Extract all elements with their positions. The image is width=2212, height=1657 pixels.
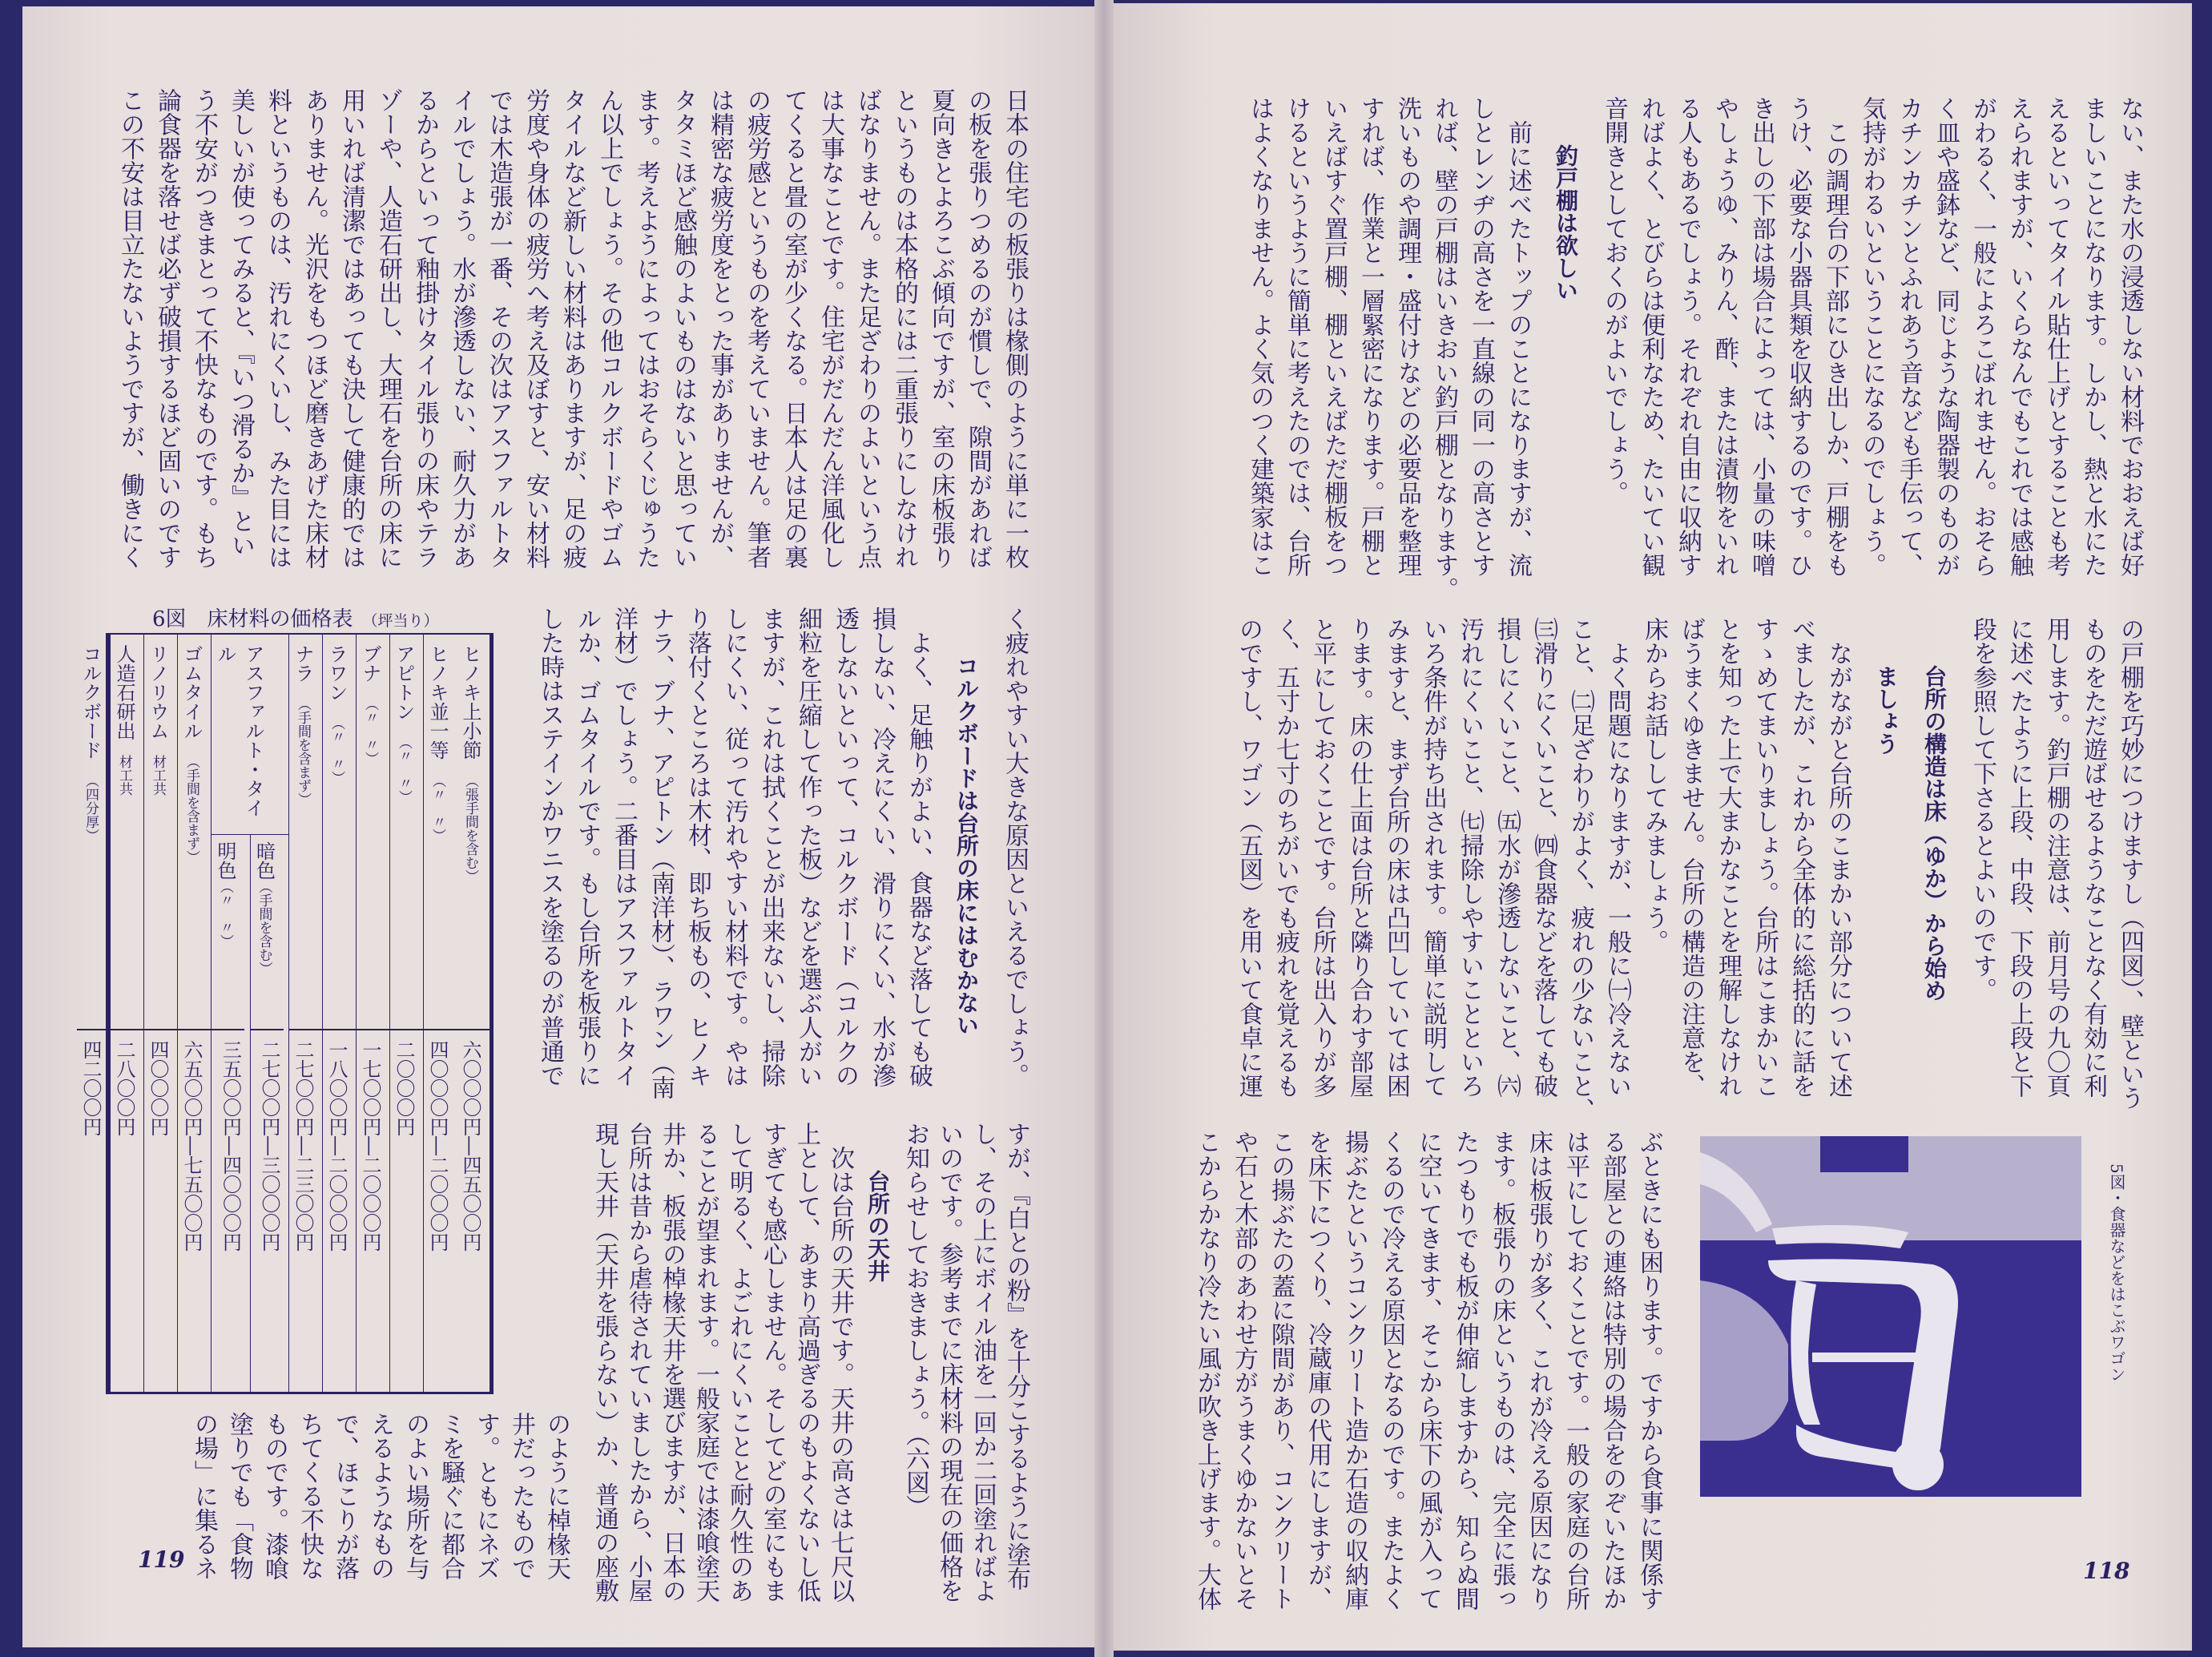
text-column: とを知った上で大まかなことを理解しなけれ — [1714, 617, 1742, 1098]
text-column: 段を参照して下さるとよいのです。 — [1968, 617, 1996, 1002]
material-name: リノリウム — [147, 644, 169, 740]
text-column: この調理台の下部にひき出しか、戸棚をも — [1821, 96, 1849, 577]
text-column: というものは本格的には二重張りにしなけれ — [890, 88, 918, 569]
material-note: （四分厚） — [83, 774, 99, 842]
material-header-cell — [323, 635, 356, 1030]
text-column: 現し天井（天井を張らない）か、普通の座敷 — [590, 1122, 618, 1603]
material-header-cell — [457, 635, 490, 1030]
text-column: ればよく、とびらは便利なため、たいてい観 — [1637, 96, 1665, 577]
material-note: （張手間を含む） — [462, 774, 478, 883]
text-column: ん以上でしょう。その他コルクボードやゴム — [595, 88, 623, 569]
table-column — [143, 635, 177, 1392]
text-column: る部屋との連絡は特別の場合をのぞいたほか — [1598, 1130, 1626, 1611]
text-column: やしょうゆ、みりん、酢、または漬物をいれ — [1710, 96, 1739, 577]
wagon-photo — [1700, 1136, 2081, 1497]
material-note: （〃 〃） — [362, 697, 378, 765]
left-page-top-text — [111, 88, 1033, 569]
material-note: 材工共 — [150, 755, 166, 796]
text-column: 用します。釣戸棚の注意は、前月号の九〇頁 — [2042, 617, 2070, 1098]
material-note: （手間を含まず） — [295, 697, 311, 806]
text-column: ましいことになります。しかし、熱と水にた — [2079, 96, 2107, 577]
left-page-middle-text — [531, 607, 1033, 1099]
text-column: 細粒を圧縮して作った板）などを選ぶ人がい — [794, 607, 822, 1087]
price-cell: 一八〇〇円―二〇〇〇円 — [325, 1040, 348, 1252]
table-column — [211, 635, 288, 1392]
text-column: 損しない、冷えにくい、滑りにくい、水が滲 — [868, 607, 896, 1087]
text-column: ばうまくゆきません。台所の構造の注意を、 — [1677, 617, 1705, 1098]
text-column: えるといってタイル貼仕上げとすることも考 — [2042, 96, 2070, 577]
material-name: 人造石研出 — [113, 644, 135, 740]
table-column — [177, 635, 211, 1392]
text-column: で、ほこりが落 — [331, 1412, 359, 1580]
text-column: この揚ぶたの蓋に隙間があり、コンクリート — [1267, 1130, 1295, 1611]
text-column: 論食器を落せば必ず破損するほど固いのです — [153, 88, 181, 569]
material-note: 材工共 — [116, 755, 132, 796]
material-name: ナラ — [292, 644, 314, 683]
text-column: みますと、まず台所の床は凸凹していては困 — [1382, 617, 1410, 1098]
text-column: く皿や盛鉢など、同じような陶器製のものが — [1932, 96, 1960, 577]
text-column: 気持がわるいということになるのでしょう。 — [1858, 96, 1886, 577]
material-name: 明色 — [214, 841, 236, 880]
material-header-cell — [111, 635, 143, 1030]
right-page-top-text — [1241, 96, 2148, 601]
material-name: 暗色 — [252, 841, 276, 880]
page-number-right: 118 — [2083, 1558, 2130, 1584]
material-subtype — [250, 835, 289, 1030]
text-column: ばなりません。また足ざわりのよいという点 — [853, 88, 881, 569]
text-column: しとレンヂの高さを一直線の同一の高さとす — [1467, 96, 1495, 577]
price-cell: 一七〇〇円―二〇〇〇円 — [359, 1040, 381, 1252]
text-column: ㈢滑りにくいこと、㈣食器などを落しても破 — [1529, 617, 1557, 1098]
text-column: は大事なことです。住宅がだんだん洋風化し — [816, 88, 844, 569]
section-heading: コルクボードは台所の床にはむかない — [953, 655, 980, 1036]
material-note: （〃 〃） — [328, 716, 344, 784]
text-column: く疲れやすい大きな原因といえるでしょう。 — [1001, 607, 1029, 1087]
text-column: えるようなもの — [366, 1412, 394, 1580]
material-subtypes — [212, 835, 288, 1030]
material-name: アピトン — [393, 644, 415, 721]
table-column — [389, 635, 423, 1392]
material-name: ブナ — [359, 644, 381, 683]
text-column: は平にしておくことです。一般の家庭の台所 — [1561, 1130, 1589, 1611]
text-column: たつもりでも板が伸縮しますから、知らぬ間 — [1451, 1130, 1479, 1611]
material-name: ゴムタイル — [180, 644, 203, 740]
text-column: ながながと台所のこまかい部分について述 — [1824, 617, 1852, 1098]
text-column: うけ、必要な小器具類を収納するのです。ひ — [1784, 96, 1812, 577]
right-page-middle-text — [1230, 617, 2148, 1122]
text-column: すが、『白との粉』を十分こするように塗布 — [1002, 1122, 1030, 1590]
text-column: ます。板張りの床というものは、完全に張っ — [1488, 1130, 1516, 1611]
price-cell: 二八〇〇円 — [113, 1040, 135, 1136]
text-column: 塗りでも「食物 — [225, 1412, 253, 1580]
text-column: いろ条件が持ち出されます。簡単に説明して — [1419, 617, 1447, 1098]
text-column: タイルなど新しい材料はありますが、足の疲 — [558, 88, 586, 569]
price-cell: 四〇〇〇円 — [147, 1040, 169, 1136]
table-column — [77, 635, 110, 1392]
text-column: ナラ、ブナ、アピトン（南洋材）、ラワン（南 — [647, 607, 675, 1099]
text-column: る人もあるでしょう。それぞれ自由に収納す — [1674, 96, 1702, 577]
text-column: ちてくる不快な — [296, 1412, 324, 1580]
text-column: 上として、あまり高過ぎるのもよくないし低 — [792, 1122, 820, 1603]
text-column: 次は台所の天井です。天井の高さは七尺以 — [826, 1122, 854, 1603]
text-column: く、五寸か七寸のちがいでも疲れを覚えるも — [1271, 617, 1299, 1098]
price-cell: 二七〇〇円―三〇〇〇円 — [250, 1030, 289, 1392]
text-column: 井だったもので — [507, 1412, 535, 1580]
material-subtype — [212, 835, 250, 1030]
text-column: では木造張が一番、その次はアスファルトタ — [485, 88, 513, 569]
text-column: しにくい、従って汚れやすい材料です。やは — [720, 607, 748, 1087]
text-column: すれば、作業と一層緊密になります。戸棚と — [1356, 96, 1384, 577]
price-cell: 六五〇〇円―七五〇〇円 — [180, 1040, 203, 1252]
text-column: こと、㈡足ざわりがよく、疲れの少ないこと、 — [1566, 617, 1594, 1122]
text-column: 透しないといって、コルクボード（コルクの — [831, 607, 859, 1087]
text-column: 洗いものや調理・盛付けなどの必要品を整理 — [1393, 96, 1421, 577]
material-header-cell — [77, 635, 110, 1030]
text-column: べましたが、これから全体的に総括的に話を — [1787, 617, 1815, 1098]
material-subtype-prices — [212, 1030, 288, 1392]
text-column: 前に述べたトップのことになりますが、流 — [1504, 96, 1532, 577]
text-column: 音開きとしておくのがよいでしょう。 — [1600, 96, 1628, 505]
text-column: よく問題になりますが、一般に㈠冷えない — [1603, 617, 1631, 1098]
text-column: すぎても感心しません。そしてどの室にもま — [759, 1122, 787, 1603]
table-column — [356, 635, 389, 1392]
text-column: 台所は昔から虐待されていましたから、小屋 — [624, 1122, 652, 1603]
material-note: （手間を含む） — [256, 880, 272, 975]
price-cell: 二七〇〇円―二三〇〇円 — [292, 1040, 314, 1252]
text-column: れば、壁の戸棚はいきおい釣戸棚となります。 — [1430, 96, 1458, 601]
section-heading: 台所の構造は床（ゆか）から始め — [1921, 665, 1948, 1002]
text-column: のように棹椽天 — [542, 1412, 570, 1580]
text-column: はよくなりません。よく気のつく建築家はこ — [1246, 96, 1274, 577]
material-header-cell — [178, 635, 211, 1030]
text-column: ない、また水の浸透しない材料でおおえば好 — [2116, 96, 2144, 577]
text-column: に述べたように上段、中段、下段の上段と下 — [2005, 617, 2033, 1098]
text-column: けるというように簡単に考えたのでは、台所 — [1283, 96, 1311, 577]
text-column: この不安は目立たないようですが、働きにく — [116, 88, 144, 569]
text-column: き出しの下部は場合によっては、小量の味噌 — [1747, 96, 1775, 577]
material-header-cell — [357, 635, 389, 1030]
table-column — [322, 635, 356, 1392]
price-table-title-text: 6図 床材料の価格表 — [152, 607, 353, 631]
material-note: （〃 〃） — [396, 736, 412, 804]
text-column: 夏向きとよろこぶ傾向ですが、室の床板張り — [927, 88, 955, 569]
table-column — [457, 635, 490, 1392]
text-column: ることが望まれます。一般家庭では漆喰塗天 — [691, 1122, 719, 1603]
material-note: （〃 〃） — [217, 880, 233, 948]
text-column: の場」に集るネ — [190, 1412, 218, 1580]
text-column: イルでしょう。水が滲透しない、耐久力があ — [448, 88, 476, 569]
material-header-cell — [251, 835, 284, 1030]
material-group-name — [212, 635, 288, 835]
text-column: 労度や身体の疲労へ考え及ぼすと、安い材料 — [522, 88, 550, 569]
text-column: 用いれば清潔ではあっても決して健康的では — [337, 88, 365, 569]
book-gutter — [1094, 0, 1114, 1657]
table-column — [288, 635, 322, 1392]
price-table-unit: （坪当り） — [362, 612, 439, 630]
left-page-bottom-short-text — [186, 1412, 574, 1580]
text-column: 洋材）でしょう。二番目はアスファルトタイ — [610, 607, 638, 1087]
text-column: の戸棚を巧妙につけますし（四図）、壁という — [2116, 617, 2144, 1110]
text-column: えられますが、いくらなんでもこれでは感触 — [2005, 96, 2033, 577]
text-column: 日本の住宅の板張りは椽側のように単に一枚 — [1001, 88, 1029, 569]
text-column: は精密な疲労度をとった事がありませんが、 — [706, 88, 734, 569]
left-page-bottom-text — [587, 1122, 1033, 1603]
text-column: に空いてきます、そこから床下の風が入って — [1414, 1130, 1442, 1611]
text-column: 床からお話ししてみましょう。 — [1640, 617, 1668, 953]
material-name: ラワン — [325, 644, 348, 702]
text-column: カチンカチンとふれあう音なども手伝って、 — [1895, 96, 1923, 577]
text-column: う不安がつきまとって不快なものです。もち — [190, 88, 218, 569]
section-heading: 台所の天井 — [864, 1170, 891, 1282]
right-page-bottom-text — [1188, 1130, 1667, 1611]
text-column: 料というものは、汚れにくいし、みた目には — [264, 88, 292, 569]
text-column: した時はステインかワニスを塗るのが普通で — [536, 607, 564, 1087]
material-name: コルクボード — [79, 644, 102, 760]
text-column: ります。床の仕上面は台所と隣り合わす部屋 — [1345, 617, 1373, 1098]
text-column: し、その上にボイル油を一回か二回塗ればよ — [969, 1122, 997, 1603]
text-column: こからかなり冷たい風が吹き上げます。大体 — [1193, 1130, 1221, 1611]
photo-caption: 5図・食器などをはこぶワゴン — [2107, 1163, 2126, 1382]
text-column: の疲労感というものを考えていません。筆者 — [743, 88, 771, 569]
material-name: アスファルト・タイル — [214, 644, 264, 817]
floor-material-price-table — [79, 633, 494, 1394]
text-column: ますが、これは拭くことが出来ないし、掃除 — [757, 607, 785, 1087]
material-header-cell — [212, 835, 244, 1030]
text-column: 汚れにくいこと、㈦掃除しやすいことといろ — [1456, 617, 1484, 1098]
text-column: よく、足触りがよい、食器など落しても破 — [905, 607, 933, 1087]
text-column: ありません。光沢をもつほど磨きあげた床材 — [300, 88, 328, 569]
material-name: ヒノキ上小節 — [459, 644, 481, 760]
section-heading: 釣戸棚は欲しい — [1553, 144, 1579, 301]
text-column: ミを騒ぐに都合 — [437, 1412, 465, 1580]
table-column — [110, 635, 143, 1392]
text-column: を床下につくり、冷蔵庫の代用にしますが、 — [1303, 1130, 1332, 1611]
text-column: と平にしておくことです。台所は出入りが多 — [1308, 617, 1336, 1098]
text-column: して明るく、よごれにくいことと耐久性のあ — [725, 1122, 753, 1603]
text-column: ものをただ遊ばせるようなことなく有効に利 — [2079, 617, 2107, 1098]
price-cell: 三五〇〇円―四〇〇〇円 — [219, 1040, 242, 1252]
text-column: 井か、板張の棹椽天井を選びますが、日本の — [658, 1122, 686, 1603]
text-column: 美しいが使ってみると、『いつ滑るか』とい — [227, 88, 255, 557]
text-column: の板を張りつめるのが慣しで、隙間があれば — [964, 88, 992, 569]
text-column: すゝめてまいりましょう。台所はこまかいこ — [1751, 617, 1779, 1098]
section-heading: ましょう — [1873, 665, 1900, 755]
text-column: 床は板張りが多く、これが冷える原因になり — [1525, 1130, 1553, 1611]
text-column: るからといって釉掛けタイル張りの床やテラ — [411, 88, 439, 569]
price-cell: 四〇〇〇円―二〇〇〇円 — [426, 1040, 449, 1252]
text-column: ぶときにも困ります。ですから食事に関係す — [1635, 1130, 1663, 1611]
text-column: てくると畳の室が少くなる。日本人は足の裏 — [780, 88, 808, 569]
price-cell: 四二〇〇円 — [79, 1040, 102, 1136]
text-column: のですし、ワゴン（五図）を用いて食卓に運 — [1235, 617, 1263, 1098]
table-column — [423, 635, 457, 1392]
text-column: お知らせしておきましょう。（六図） — [901, 1122, 929, 1518]
material-header-cell — [424, 635, 457, 1030]
text-column: や石と木部のあわせ方がうまくゆかないとそ — [1230, 1130, 1258, 1611]
material-header-cell — [144, 635, 177, 1030]
price-cell: 六〇〇〇円―四五〇〇円 — [459, 1040, 481, 1252]
text-column: り落付くところは木材、即ち板もの、ヒノキ — [683, 607, 711, 1087]
text-column: 損しにくいこと、㈤水が滲透しないこと、㈥ — [1493, 617, 1521, 1098]
text-column: ます。考えようによってはおそらくじゅうた — [632, 88, 660, 569]
text-column: ものです。漆喰 — [260, 1412, 288, 1580]
material-header-cell — [289, 635, 322, 1030]
text-column: のよい場所を与 — [401, 1412, 429, 1580]
material-header-cell — [390, 635, 423, 1030]
text-column: 揚ぶたというコンクリート造か石造の収納庫 — [1340, 1130, 1368, 1611]
material-name: ヒノキ並一等 — [426, 644, 449, 760]
material-note: （〃 〃） — [429, 774, 445, 842]
price-table-title — [152, 603, 439, 632]
text-column: くるので冷える原因となるのです。またよく — [1377, 1130, 1405, 1611]
text-column: タタミほど感触のよいものはないと思ってい — [669, 88, 697, 569]
page-number-left: 119 — [138, 1546, 185, 1573]
text-column: がわるく、一般によろこばれません。おそら — [1968, 96, 1996, 577]
text-column: いのです。参考までに床材料の現在の価格を — [935, 1122, 963, 1603]
text-column: ゾーや、人造石研出し、大理石を台所の床に — [374, 88, 402, 569]
text-column: ルか、ゴムタイルです。もし台所を板張りに — [573, 607, 601, 1087]
price-cell: 二〇〇〇円 — [393, 1040, 415, 1136]
material-note: （手間を含まず） — [183, 755, 199, 864]
text-column: す。ともにネズ — [472, 1412, 500, 1580]
text-column: いえばすぐ置戸棚、棚といえばただ棚板をつ — [1320, 96, 1348, 577]
